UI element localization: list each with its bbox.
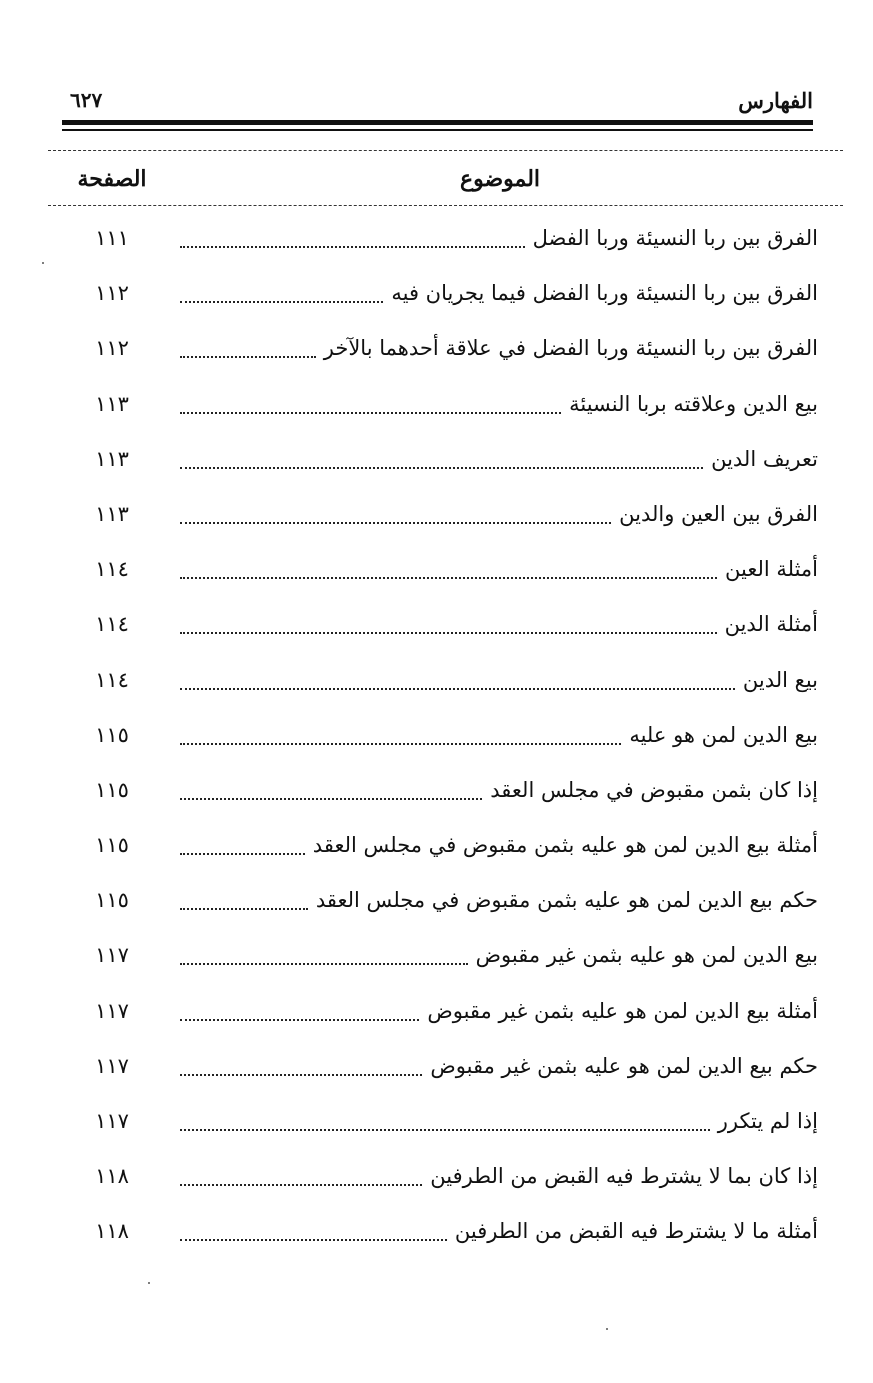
toc-entry: [0, 708, 873, 763]
topic-column-header: الموضوع: [459, 166, 541, 192]
toc-entry-page: ١١١: [95, 226, 129, 250]
toc-entry-page: ١١٥: [95, 888, 129, 913]
dot-leader: [180, 1074, 422, 1076]
toc-entry-page: ١١٧: [95, 943, 129, 968]
dot-leader: [180, 1129, 710, 1131]
toc-entry-title: بيع الدين وعلاقته بربا النسيئة: [569, 391, 818, 416]
toc-entry: [0, 432, 873, 487]
toc-entry-page: ١١٨: [95, 1164, 129, 1189]
toc-entry-title: إذا لم يتكرر: [717, 1109, 818, 1133]
toc-entry: [0, 1039, 873, 1094]
dot-leader: [180, 577, 717, 579]
toc-entry-title: أمثلة ما لا يشترط فيه القبض من الطرفين: [454, 1219, 818, 1244]
toc-entry-title: الفرق بين العين والدين: [619, 501, 818, 526]
toc-entry: [0, 1204, 873, 1259]
toc-entry-title: الفرق بين ربا النسيئة وربا الفضل في علاقة أحدهما بالآخر: [323, 336, 818, 361]
toc-entry-page: ١١٧: [95, 1053, 129, 1078]
header-rule-thick: [62, 120, 813, 125]
toc-entry-title: أمثلة بيع الدين لمن هو عليه بثمن مقبوض في مجلس العقد: [312, 833, 818, 858]
table-header-divider: [48, 205, 843, 206]
toc-entry-title: أمثلة بيع الدين لمن هو عليه بثمن غير مقبوض: [427, 998, 818, 1023]
toc-entry: [0, 818, 873, 873]
toc-entry-title: إذا كان بما لا يشترط فيه القبض من الطرفين: [430, 1164, 818, 1189]
toc-entry-page: ١١٤: [95, 667, 129, 692]
table-of-contents: [0, 211, 873, 1260]
section-title: الفهارس: [738, 88, 813, 113]
toc-entry: [0, 211, 873, 266]
toc-entry-title: أمثلة الدين: [724, 612, 818, 637]
toc-entry: [0, 873, 873, 928]
toc-entry-page: ١١٥: [95, 833, 129, 858]
toc-entry: [0, 266, 873, 321]
toc-entry-page: ١١٧: [95, 1109, 129, 1133]
dot-leader: [180, 908, 308, 910]
toc-entry-title: حكم بيع الدين لمن هو عليه بثمن مقبوض في مجلس العقد: [315, 888, 818, 913]
running-header: [62, 86, 813, 120]
toc-entry-page: ١١٤: [95, 612, 129, 637]
toc-entry-page: ١١٢: [95, 281, 129, 306]
dot-leader: [180, 356, 316, 358]
toc-entry: [0, 928, 873, 983]
paper-speck: [42, 262, 44, 264]
toc-entry: [0, 1094, 873, 1149]
toc-entry: [0, 763, 873, 818]
toc-entry-title: بيع الدين لمن هو عليه بثمن غير مقبوض: [475, 943, 818, 968]
toc-entry: [0, 542, 873, 597]
paper-speck: [606, 1328, 608, 1330]
dot-leader: [180, 1239, 447, 1241]
toc-entry: [0, 377, 873, 432]
toc-entry-page: ١١٣: [95, 446, 129, 471]
toc-entry-page: ١١٥: [95, 722, 129, 747]
toc-entry-page: ١١٣: [95, 501, 129, 526]
toc-entry-title: بيع الدين: [742, 667, 818, 692]
header-rule-thin: [62, 129, 813, 131]
dot-leader: [180, 853, 305, 855]
dot-leader: [180, 1184, 422, 1186]
toc-entry-page: ١١٥: [95, 777, 129, 802]
dot-leader: [180, 1019, 419, 1021]
toc-entry-title: الفرق بين ربا النسيئة وربا الفضل فيما يجريان فيه: [391, 281, 818, 306]
dot-leader: [180, 412, 561, 414]
dot-leader: [180, 246, 525, 248]
toc-entry: [0, 984, 873, 1039]
toc-entry-title: تعريف الدين: [711, 446, 818, 471]
toc-entry: [0, 487, 873, 542]
dot-leader: [180, 743, 621, 745]
toc-entry-page: ١١٨: [95, 1219, 129, 1244]
toc-entry-title: الفرق بين ربا النسيئة وربا الفضل: [532, 226, 818, 250]
dot-leader: [180, 688, 735, 690]
dot-leader: [180, 632, 717, 634]
dot-leader: [180, 301, 383, 303]
toc-entry-title: حكم بيع الدين لمن هو عليه بثمن غير مقبوض: [430, 1053, 818, 1078]
toc-entry-page: ١١٧: [95, 998, 129, 1023]
toc-entry-title: أمثلة العين: [725, 557, 818, 582]
toc-entry: [0, 1149, 873, 1204]
toc-entry-page: ١١٤: [95, 557, 129, 582]
toc-entry-title: إذا كان بثمن مقبوض في مجلس العقد: [490, 777, 818, 802]
dot-leader: [180, 798, 482, 800]
toc-entry: [0, 653, 873, 708]
dot-leader: [180, 522, 611, 524]
toc-entry-title: بيع الدين لمن هو عليه: [629, 722, 818, 747]
paper-speck: [148, 1282, 150, 1284]
toc-entry-page: ١١٣: [95, 391, 129, 416]
toc-entry: [0, 321, 873, 376]
toc-entry-page: ١١٢: [95, 336, 129, 361]
dot-leader: [180, 963, 468, 965]
page-column-header: الصفحة: [77, 166, 147, 192]
dot-leader: [180, 467, 703, 469]
table-top-divider: [48, 150, 843, 151]
toc-entry: [0, 597, 873, 652]
page-number: ٦٢٧: [70, 88, 103, 112]
